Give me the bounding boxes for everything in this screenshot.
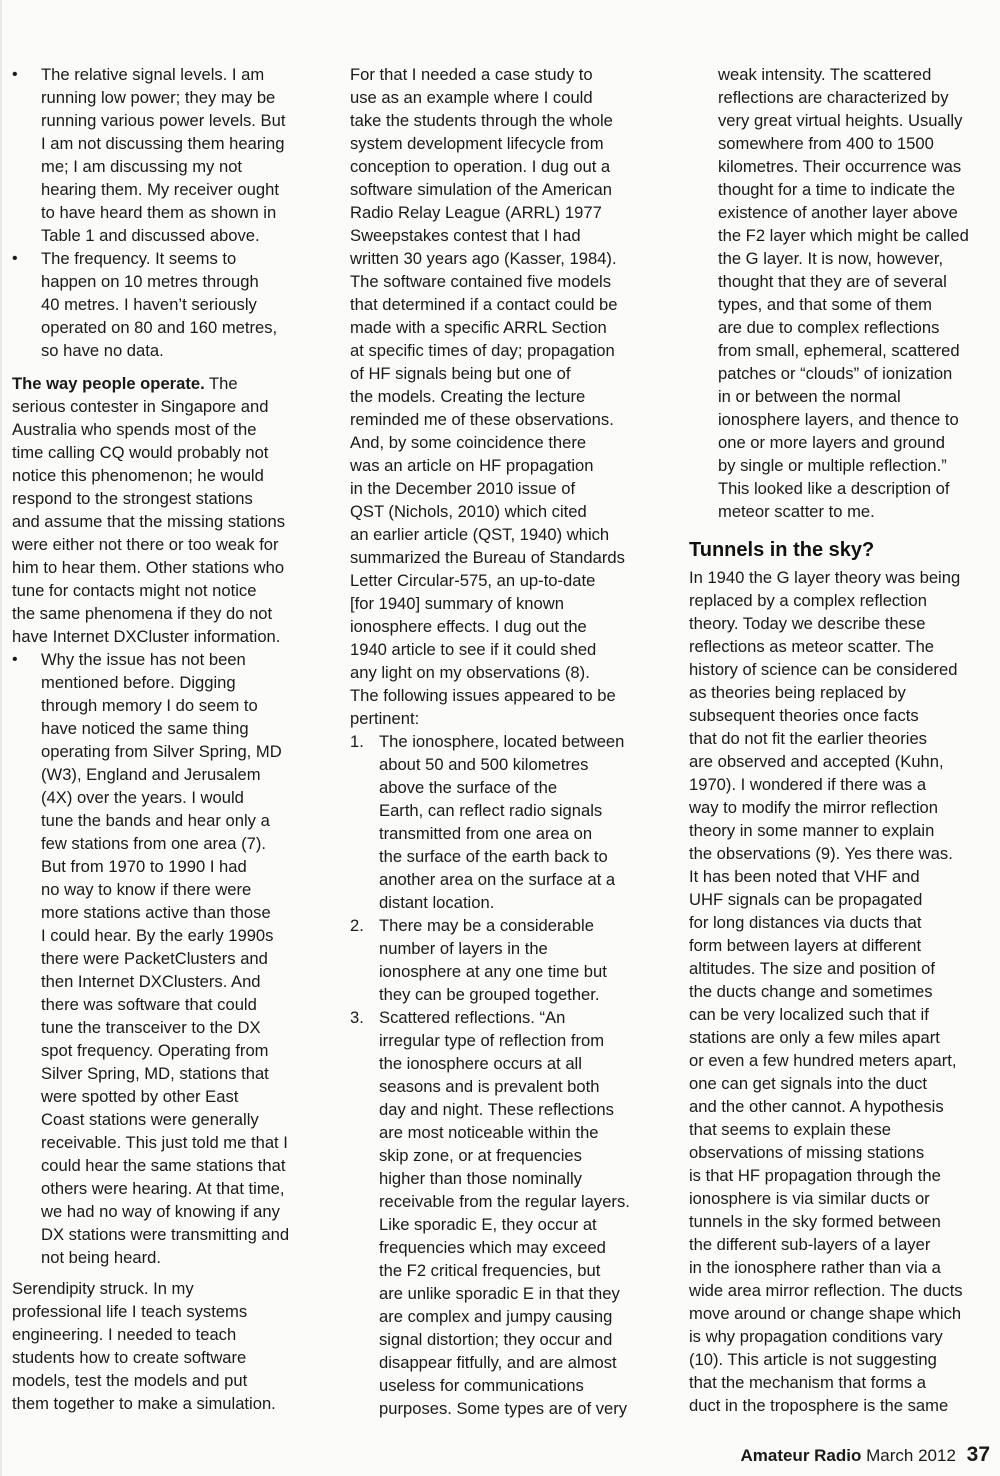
text-line: are complex and jumpy causing <box>379 1307 613 1326</box>
text-line: written 30 years ago (Kasser, 1984). <box>350 249 617 268</box>
paragraph-serendipity <box>12 1277 324 1415</box>
text-line: move around or change shape which <box>689 1304 962 1323</box>
text-line: signal distortion; they occur and <box>379 1330 613 1349</box>
text-line: is why propagation conditions vary <box>689 1327 943 1346</box>
text-line: from small, ephemeral, scattered <box>718 341 960 360</box>
text-line: him to hear them. Other stations who <box>12 558 285 577</box>
text-line: running low power; they may be <box>41 88 276 107</box>
text-line: number of layers in the <box>379 939 548 958</box>
text-line: software simulation of the American <box>350 180 612 199</box>
issue-date: March 2012 <box>866 1446 956 1465</box>
text-line: are unlike sporadic E in that they <box>379 1284 620 1303</box>
text-line: thought for a time to indicate the <box>718 180 956 199</box>
text-line: use as an example where I could <box>350 88 593 107</box>
text-line: The software contained five models <box>350 272 612 291</box>
text-line: pertinent: <box>350 709 420 728</box>
text-line: we had no way of knowing if any <box>41 1202 280 1221</box>
text-line: the different sub-layers of a layer <box>689 1235 931 1254</box>
paragraph-way-people-operate <box>12 372 324 648</box>
column-1 <box>12 63 324 1423</box>
text-line: (W3), England and Jerusalem <box>41 765 261 784</box>
text-line: tune for contacts might not notice <box>12 581 257 600</box>
text-run: The <box>204 374 238 393</box>
text-line: not being heard. <box>41 1248 161 1267</box>
text-line: Silver Spring, MD, stations that <box>41 1064 269 1083</box>
text-line: altitudes. The size and position of <box>689 959 935 978</box>
text-line: Sweepstakes contest that I had <box>350 226 581 245</box>
text-line: DX stations were transmitting and <box>41 1225 290 1244</box>
text-line: the F2 layer which might be called <box>718 226 969 245</box>
text-line: Table 1 and discussed above. <box>41 226 260 245</box>
text-line: types, and that some of them <box>718 295 932 314</box>
bullet-item <box>12 648 324 1269</box>
text-line: so have no data. <box>41 341 164 360</box>
text-line: at specific times of day; propagation <box>350 341 615 360</box>
text-line: the observations (9). Yes there was. <box>689 844 953 863</box>
text-line: about 50 and 500 kilometres <box>379 755 589 774</box>
text-line: professional life I teach systems <box>12 1302 248 1321</box>
text-line: For that I needed a case study to <box>350 65 593 84</box>
text-line: (4X) over the years. I would <box>41 788 244 807</box>
text-line: weak intensity. The scattered <box>718 65 932 84</box>
text-line: respond to the strongest stations <box>12 489 253 508</box>
numbered-item <box>350 914 662 1006</box>
text-line: day and night. These reflections <box>379 1100 614 1119</box>
text-line: as theories being replaced by <box>689 683 906 702</box>
text-line: happen on 10 metres through <box>41 272 259 291</box>
page-footer <box>740 1444 990 1467</box>
text-line: the G layer. It is now, however, <box>718 249 944 268</box>
text-line: form between layers at different <box>689 936 922 955</box>
text-line: useless for communications <box>379 1376 584 1395</box>
text-line: Letter Circular-575, an up-to-date <box>350 571 596 590</box>
text-line: receivable from the regular layers. <box>379 1192 630 1211</box>
text-line: The ionosphere, located between <box>379 732 625 751</box>
text-line: irregular type of reflection from <box>379 1031 605 1050</box>
magazine-name: Amateur Radio <box>740 1446 862 1465</box>
text-line: existence of another layer above <box>718 203 958 222</box>
text-line: The following issues appeared to be <box>350 686 616 705</box>
text-line: Coast stations were generally <box>41 1110 259 1129</box>
text-line: receivable. This just told me that I <box>41 1133 288 1152</box>
paragraph-tunnels <box>689 566 994 1417</box>
text-line: In 1940 the G layer theory was being <box>689 568 961 587</box>
text-line: there was software that could <box>41 995 257 1014</box>
text-line: duct in the troposphere is the same <box>689 1396 949 1415</box>
text-line: were spotted by other East <box>41 1087 239 1106</box>
text-line: above the surface of the <box>379 778 558 797</box>
text-line: no way to know if there were <box>41 880 252 899</box>
text-line: hearing them. My receiver ought <box>41 180 279 199</box>
text-line: operated on 80 and 160 metres, <box>41 318 278 337</box>
text-line: history of science can be considered <box>689 660 958 679</box>
text-line <box>12 372 324 395</box>
text-line: Serendipity struck. In my <box>12 1279 194 1298</box>
numbered-item <box>350 1006 662 1420</box>
text-line: ionosphere at any one time but <box>379 962 607 981</box>
text-line: ionosphere effects. I dug out the <box>350 617 587 636</box>
text-line: UHF signals can be propagated <box>689 890 923 909</box>
text-line: that the mechanism that forms a <box>689 1373 927 1392</box>
run-in-heading: The way people operate. <box>12 374 205 393</box>
text-line: take the students through the whole <box>350 111 613 130</box>
text-line: 1970). I wondered if there was a <box>689 775 927 794</box>
text-line: stations are only a few miles apart <box>689 1028 940 1047</box>
text-line: • The frequency. It seems to <box>41 249 237 268</box>
text-line: way to modify the mirror reflection <box>689 798 938 817</box>
text-line: one or more layers and ground <box>718 433 945 452</box>
item-body <box>379 730 662 914</box>
text-line: And, by some coincidence there <box>350 433 587 452</box>
text-line: skip zone, or at frequencies <box>379 1146 582 1165</box>
numbered-list-ionosphere <box>350 730 662 1420</box>
text-line: somewhere from 400 to 1500 <box>718 134 934 153</box>
text-line: tune the bands and hear only a <box>41 811 270 830</box>
item-body <box>379 914 662 1006</box>
text-line: engineering. I needed to teach <box>12 1325 237 1344</box>
text-line: mentioned before. Digging <box>41 673 236 692</box>
text-line: • Why the issue has not been <box>41 650 246 669</box>
text-line: Earth, can reflect radio signals <box>379 801 603 820</box>
bullet-list-why <box>12 648 324 1269</box>
text-line: and assume that the missing stations <box>12 512 286 531</box>
text-line: tune the transceiver to the DX <box>41 1018 261 1037</box>
text-line: I am not discussing them hearing <box>41 134 285 153</box>
text-line: were either not there or too weak for <box>12 535 279 554</box>
text-line: QST (Nichols, 2010) which cited <box>350 502 587 521</box>
text-line: disappear fitfully, and are almost <box>379 1353 617 1372</box>
text-line: that determined if a contact could be <box>350 295 618 314</box>
text-line: ionosphere layers, and thence to <box>718 410 959 429</box>
text-line: one can get signals into the duct <box>689 1074 928 1093</box>
text-line: I could hear. By the early 1990s <box>41 926 274 945</box>
paragraph-case-study <box>350 63 662 730</box>
section-heading: Tunnels in the sky? <box>689 539 875 561</box>
item-number: 1. <box>350 732 364 751</box>
item-number: 3. <box>350 1008 364 1027</box>
text-line: theory in some manner to explain <box>689 821 935 840</box>
text-line: could hear the same stations that <box>41 1156 286 1175</box>
page-number: 37 <box>966 1443 990 1466</box>
text-line: meteor scatter to me. <box>718 502 875 521</box>
paragraph-quote-continuation <box>689 63 994 523</box>
text-line: (10). This article is not suggesting <box>689 1350 937 1369</box>
text-line: are most noticeable within the <box>379 1123 599 1142</box>
text-line: observations of missing stations <box>689 1143 925 1162</box>
text-line: ionosphere is via similar ducts or <box>689 1189 930 1208</box>
text-line: students how to create software <box>12 1348 247 1367</box>
text-line: can be very localized such that if <box>689 1005 929 1024</box>
text-line: is that HF propagation through the <box>689 1166 941 1185</box>
text-line: few stations from one area (7). <box>41 834 267 853</box>
numbered-item <box>350 730 662 914</box>
text-line: higher than those nominally <box>379 1169 582 1188</box>
text-line: time calling CQ would probably not <box>12 443 269 462</box>
page-edge <box>0 0 2 1476</box>
text-line: tunnels in the sky formed between <box>689 1212 941 1231</box>
text-line: distant location. <box>379 893 495 912</box>
text-line: of HF signals being but one of <box>350 364 571 383</box>
text-line: [for 1940] summary of known <box>350 594 564 613</box>
text-line: the models. Creating the lecture <box>350 387 586 406</box>
text-line: transmitted from one area on <box>379 824 593 843</box>
text-line: theory. Today we describe these <box>689 614 926 633</box>
text-line: subsequent theories once facts <box>689 706 919 725</box>
text-line: seasons and is prevalent both <box>379 1077 600 1096</box>
text-line: in the ionosphere rather than via a <box>689 1258 941 1277</box>
text-line: me; I am discussing my not <box>41 157 243 176</box>
text-line: serious contester in Singapore and <box>12 397 269 416</box>
text-line: models, test the models and put <box>12 1371 248 1390</box>
text-line: reminded me of these observations. <box>350 410 614 429</box>
text-line: thought that they are of several <box>718 272 947 291</box>
column-3 <box>689 63 994 1425</box>
text-line: This looked like a description of <box>718 479 950 498</box>
text-line: summarized the Bureau of Standards <box>350 548 625 567</box>
bullet-item <box>12 247 324 362</box>
text-line: have noticed the same thing <box>41 719 249 738</box>
text-line: more stations active than those <box>41 903 271 922</box>
text-line: that do not fit the earlier theories <box>689 729 927 748</box>
text-line: Radio Relay League (ARRL) 1977 <box>350 203 602 222</box>
text-line: running various power levels. But <box>41 111 286 130</box>
text-line: to have heard them as shown in <box>41 203 277 222</box>
text-line: they can be grouped together. <box>379 985 600 1004</box>
text-line: or even a few hundred meters apart, <box>689 1051 957 1070</box>
text-line: purposes. Some types are of very <box>379 1399 628 1418</box>
text-line: kilometres. Their occurrence was <box>718 157 962 176</box>
text-line: But from 1970 to 1990 I had <box>41 857 247 876</box>
text-line: by single or multiple reflection.” <box>718 456 947 475</box>
text-line: then Internet DXClusters. And <box>41 972 261 991</box>
text-line: others were hearing. At that time, <box>41 1179 285 1198</box>
text-line: frequencies which may exceed <box>379 1238 606 1257</box>
text-line: It has been noted that VHF and <box>689 867 920 886</box>
text-line: are due to complex reflections <box>718 318 940 337</box>
text-line: operating from Silver Spring, MD <box>41 742 282 761</box>
text-line: Like sporadic E, they occur at <box>379 1215 597 1234</box>
text-line: in the December 2010 issue of <box>350 479 576 498</box>
text-line: There may be a considerable <box>379 916 594 935</box>
column-2 <box>350 63 662 1420</box>
text-line: reflections are characterized by <box>718 88 949 107</box>
text-line: the F2 critical frequencies, but <box>379 1261 601 1280</box>
text-line: there were PacketClusters and <box>41 949 268 968</box>
text-line: 40 metres. I haven’t seriously <box>41 295 257 314</box>
text-line: made with a specific ARRL Section <box>350 318 607 337</box>
text-line: any light on my observations (8). <box>350 663 590 682</box>
bullet-item <box>12 63 324 247</box>
paragraph-body <box>12 395 324 648</box>
text-line: another area on the surface at a <box>379 870 616 889</box>
text-line: them together to make a simulation. <box>12 1394 276 1413</box>
text-line: reflections as meteor scatter. The <box>689 637 935 656</box>
text-line: are observed and accepted (Kuhn, <box>689 752 944 771</box>
text-line: and the other cannot. A hypothesis <box>689 1097 944 1116</box>
text-line: notice this phenomenon; he would <box>12 466 264 485</box>
text-line: in or between the normal <box>718 387 901 406</box>
text-line: the ionosphere occurs at all <box>379 1054 582 1073</box>
text-line: wide area mirror reflection. The ducts <box>689 1281 963 1300</box>
text-line: for long distances via ducts that <box>689 913 922 932</box>
text-line: • The relative signal levels. I am <box>41 65 265 84</box>
text-line: replaced by a complex reflection <box>689 591 927 610</box>
text-line: Scattered reflections. “An <box>379 1008 566 1027</box>
text-line: the ducts change and sometimes <box>689 982 933 1001</box>
text-line: patches or “clouds” of ionization <box>718 364 953 383</box>
text-line: conception to operation. I dug out a <box>350 157 611 176</box>
text-line: that seems to explain these <box>689 1120 892 1139</box>
text-line: the surface of the earth back to <box>379 847 608 866</box>
item-number: 2. <box>350 916 364 935</box>
text-line: Australia who spends most of the <box>12 420 257 439</box>
text-line: spot frequency. Operating from <box>41 1041 269 1060</box>
text-line: through memory I do seem to <box>41 696 258 715</box>
text-line: have Internet DXCluster information. <box>12 627 281 646</box>
text-line: very great virtual heights. Usually <box>718 111 963 130</box>
text-line: system development lifecycle from <box>350 134 604 153</box>
bullet-list-signal-frequency <box>12 63 324 362</box>
item-body <box>379 1006 662 1420</box>
text-line: 1940 article to see if it could shed <box>350 640 597 659</box>
text-line: the same phenomena if they do not <box>12 604 273 623</box>
text-line: was an article on HF propagation <box>350 456 594 475</box>
text-line: an earlier article (QST, 1940) which <box>350 525 610 544</box>
